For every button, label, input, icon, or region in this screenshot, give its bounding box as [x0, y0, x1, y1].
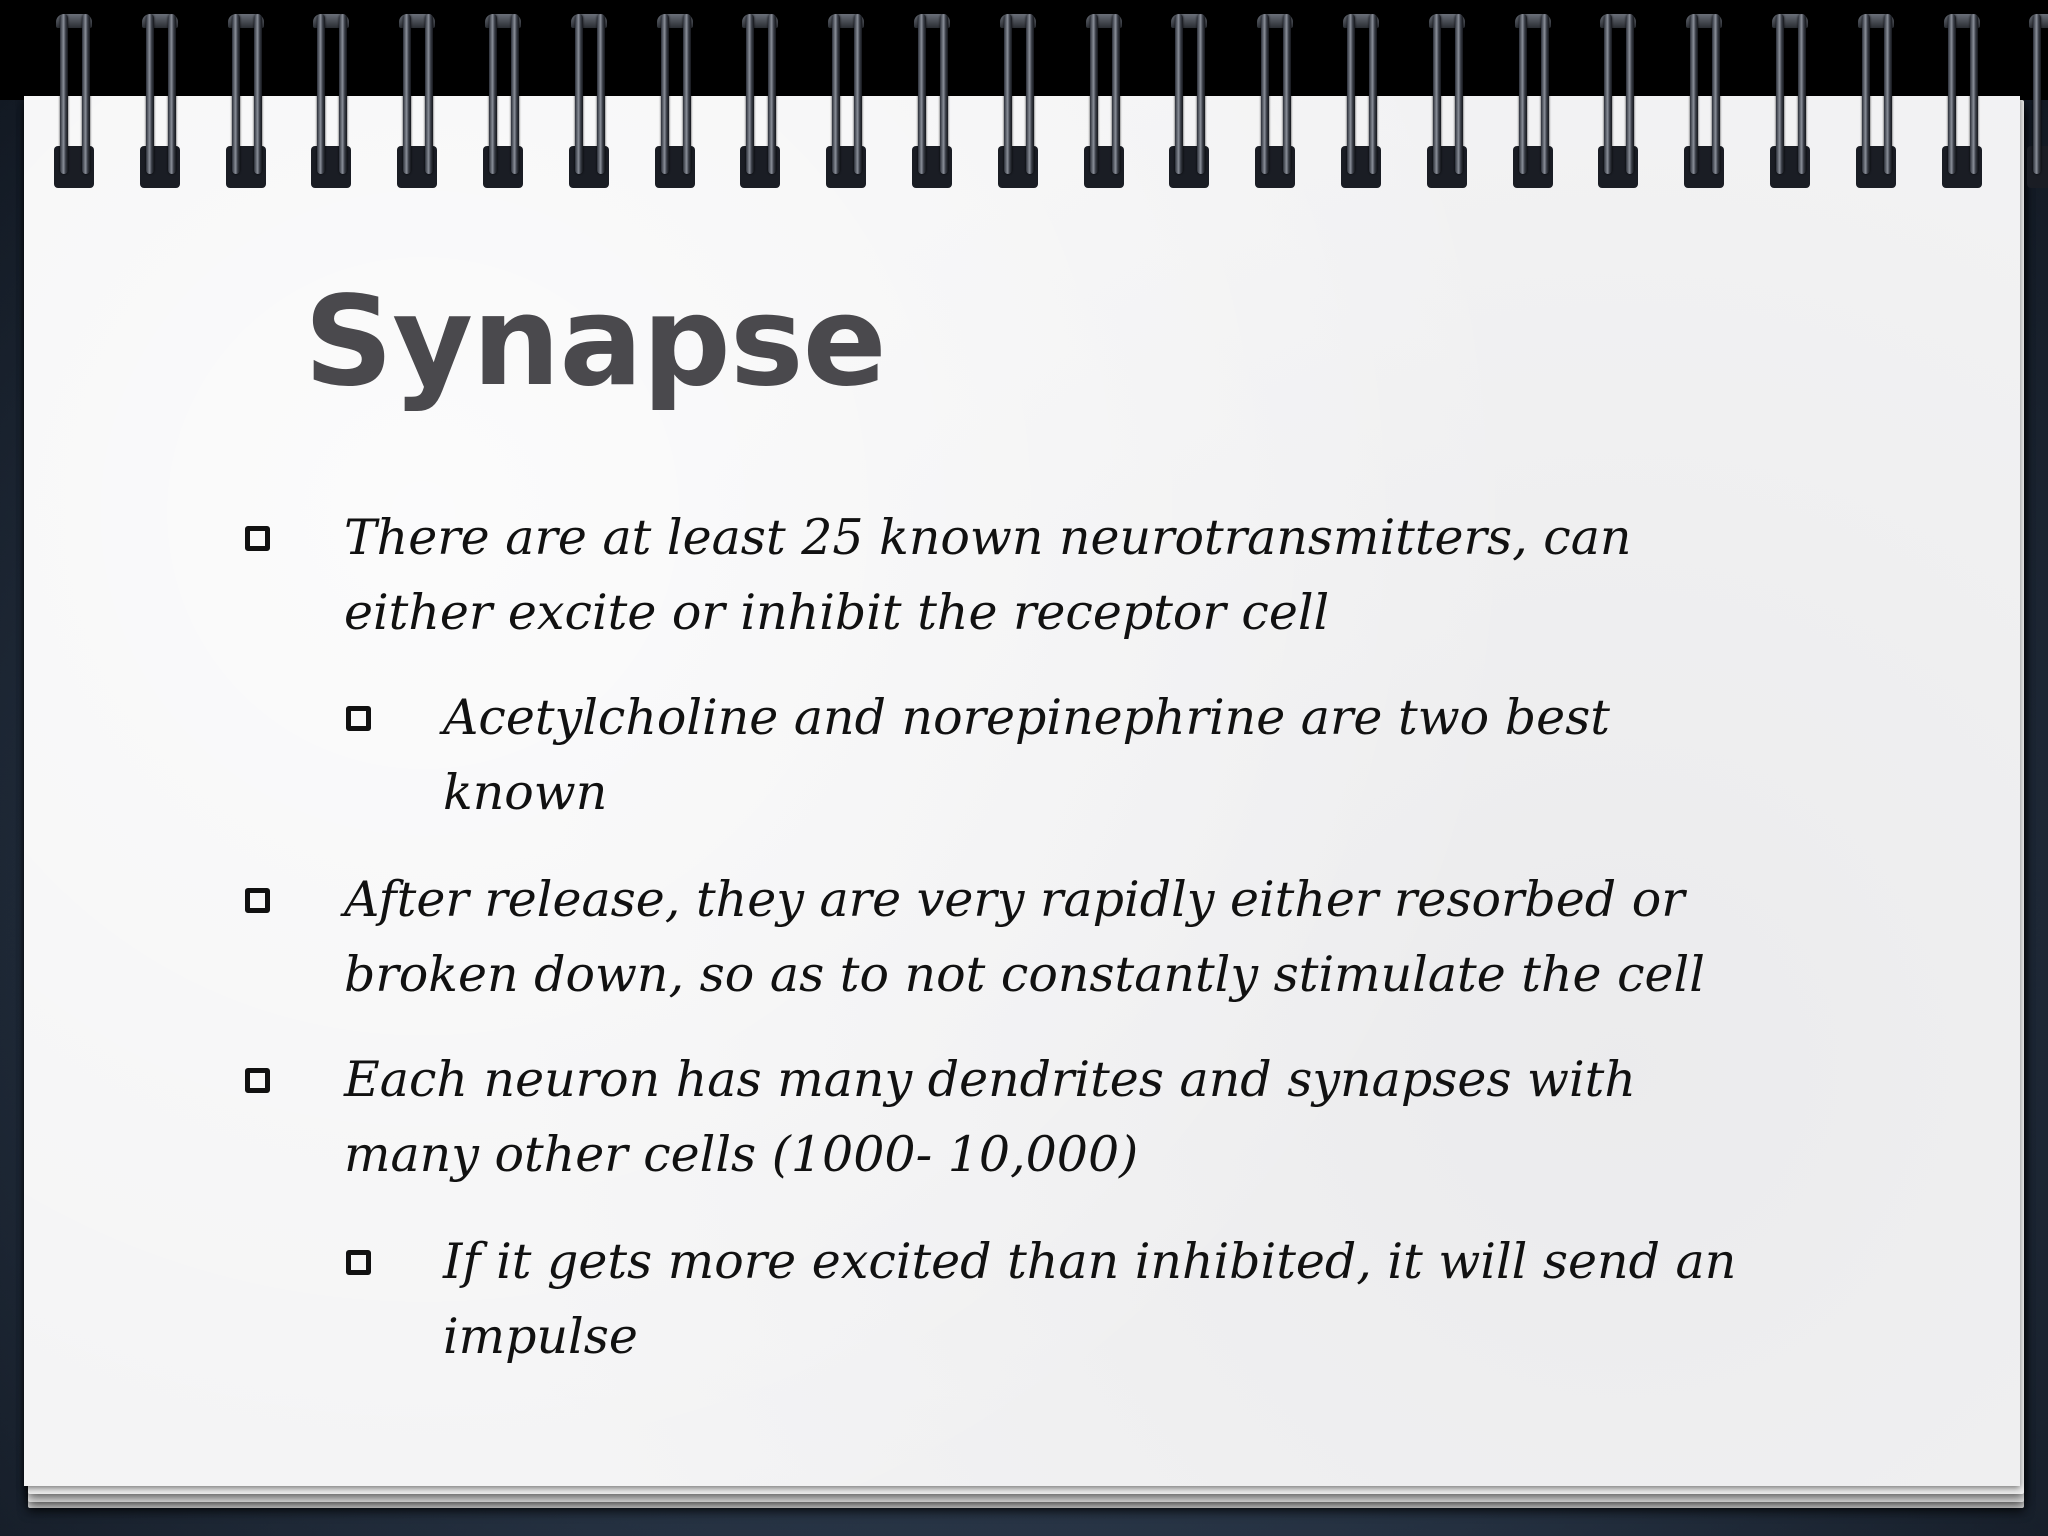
sub-bullet-item — [443, 1224, 1736, 1374]
bullet-line: If it gets more excited than inhibited, it will send an — [443, 1233, 1737, 1290]
checkbox-bullet-icon — [346, 1250, 371, 1275]
slide-title: Synapse — [304, 270, 886, 414]
bullet-line: impulse — [443, 1308, 638, 1365]
checkbox-bullet-icon — [245, 888, 270, 913]
bullet-item — [344, 862, 1705, 1012]
bullet-line: Each neuron has many dendrites and synapses with — [344, 1051, 1636, 1108]
bullet-line: known — [443, 764, 608, 821]
bullet-line: either excite or inhibit the receptor cell — [344, 584, 1330, 641]
bullet-line: broken down, so as to not constantly stimulate the cell — [344, 946, 1705, 1003]
checkbox-bullet-icon — [346, 706, 371, 731]
bullet-line: many other cells (1000- 10,000) — [344, 1126, 1139, 1183]
sub-bullet-item — [443, 680, 1610, 830]
checkbox-bullet-icon — [245, 526, 270, 551]
checkbox-bullet-icon — [245, 1068, 270, 1093]
bullet-line: Acetylcholine and norepinephrine are two best — [443, 689, 1610, 746]
bullet-line: There are at least 25 known neurotransmitters, can — [344, 509, 1632, 566]
bullet-line: After release, they are very rapidly either resorbed or — [344, 871, 1685, 928]
bullet-item — [344, 1042, 1636, 1192]
bullet-item — [344, 500, 1632, 650]
